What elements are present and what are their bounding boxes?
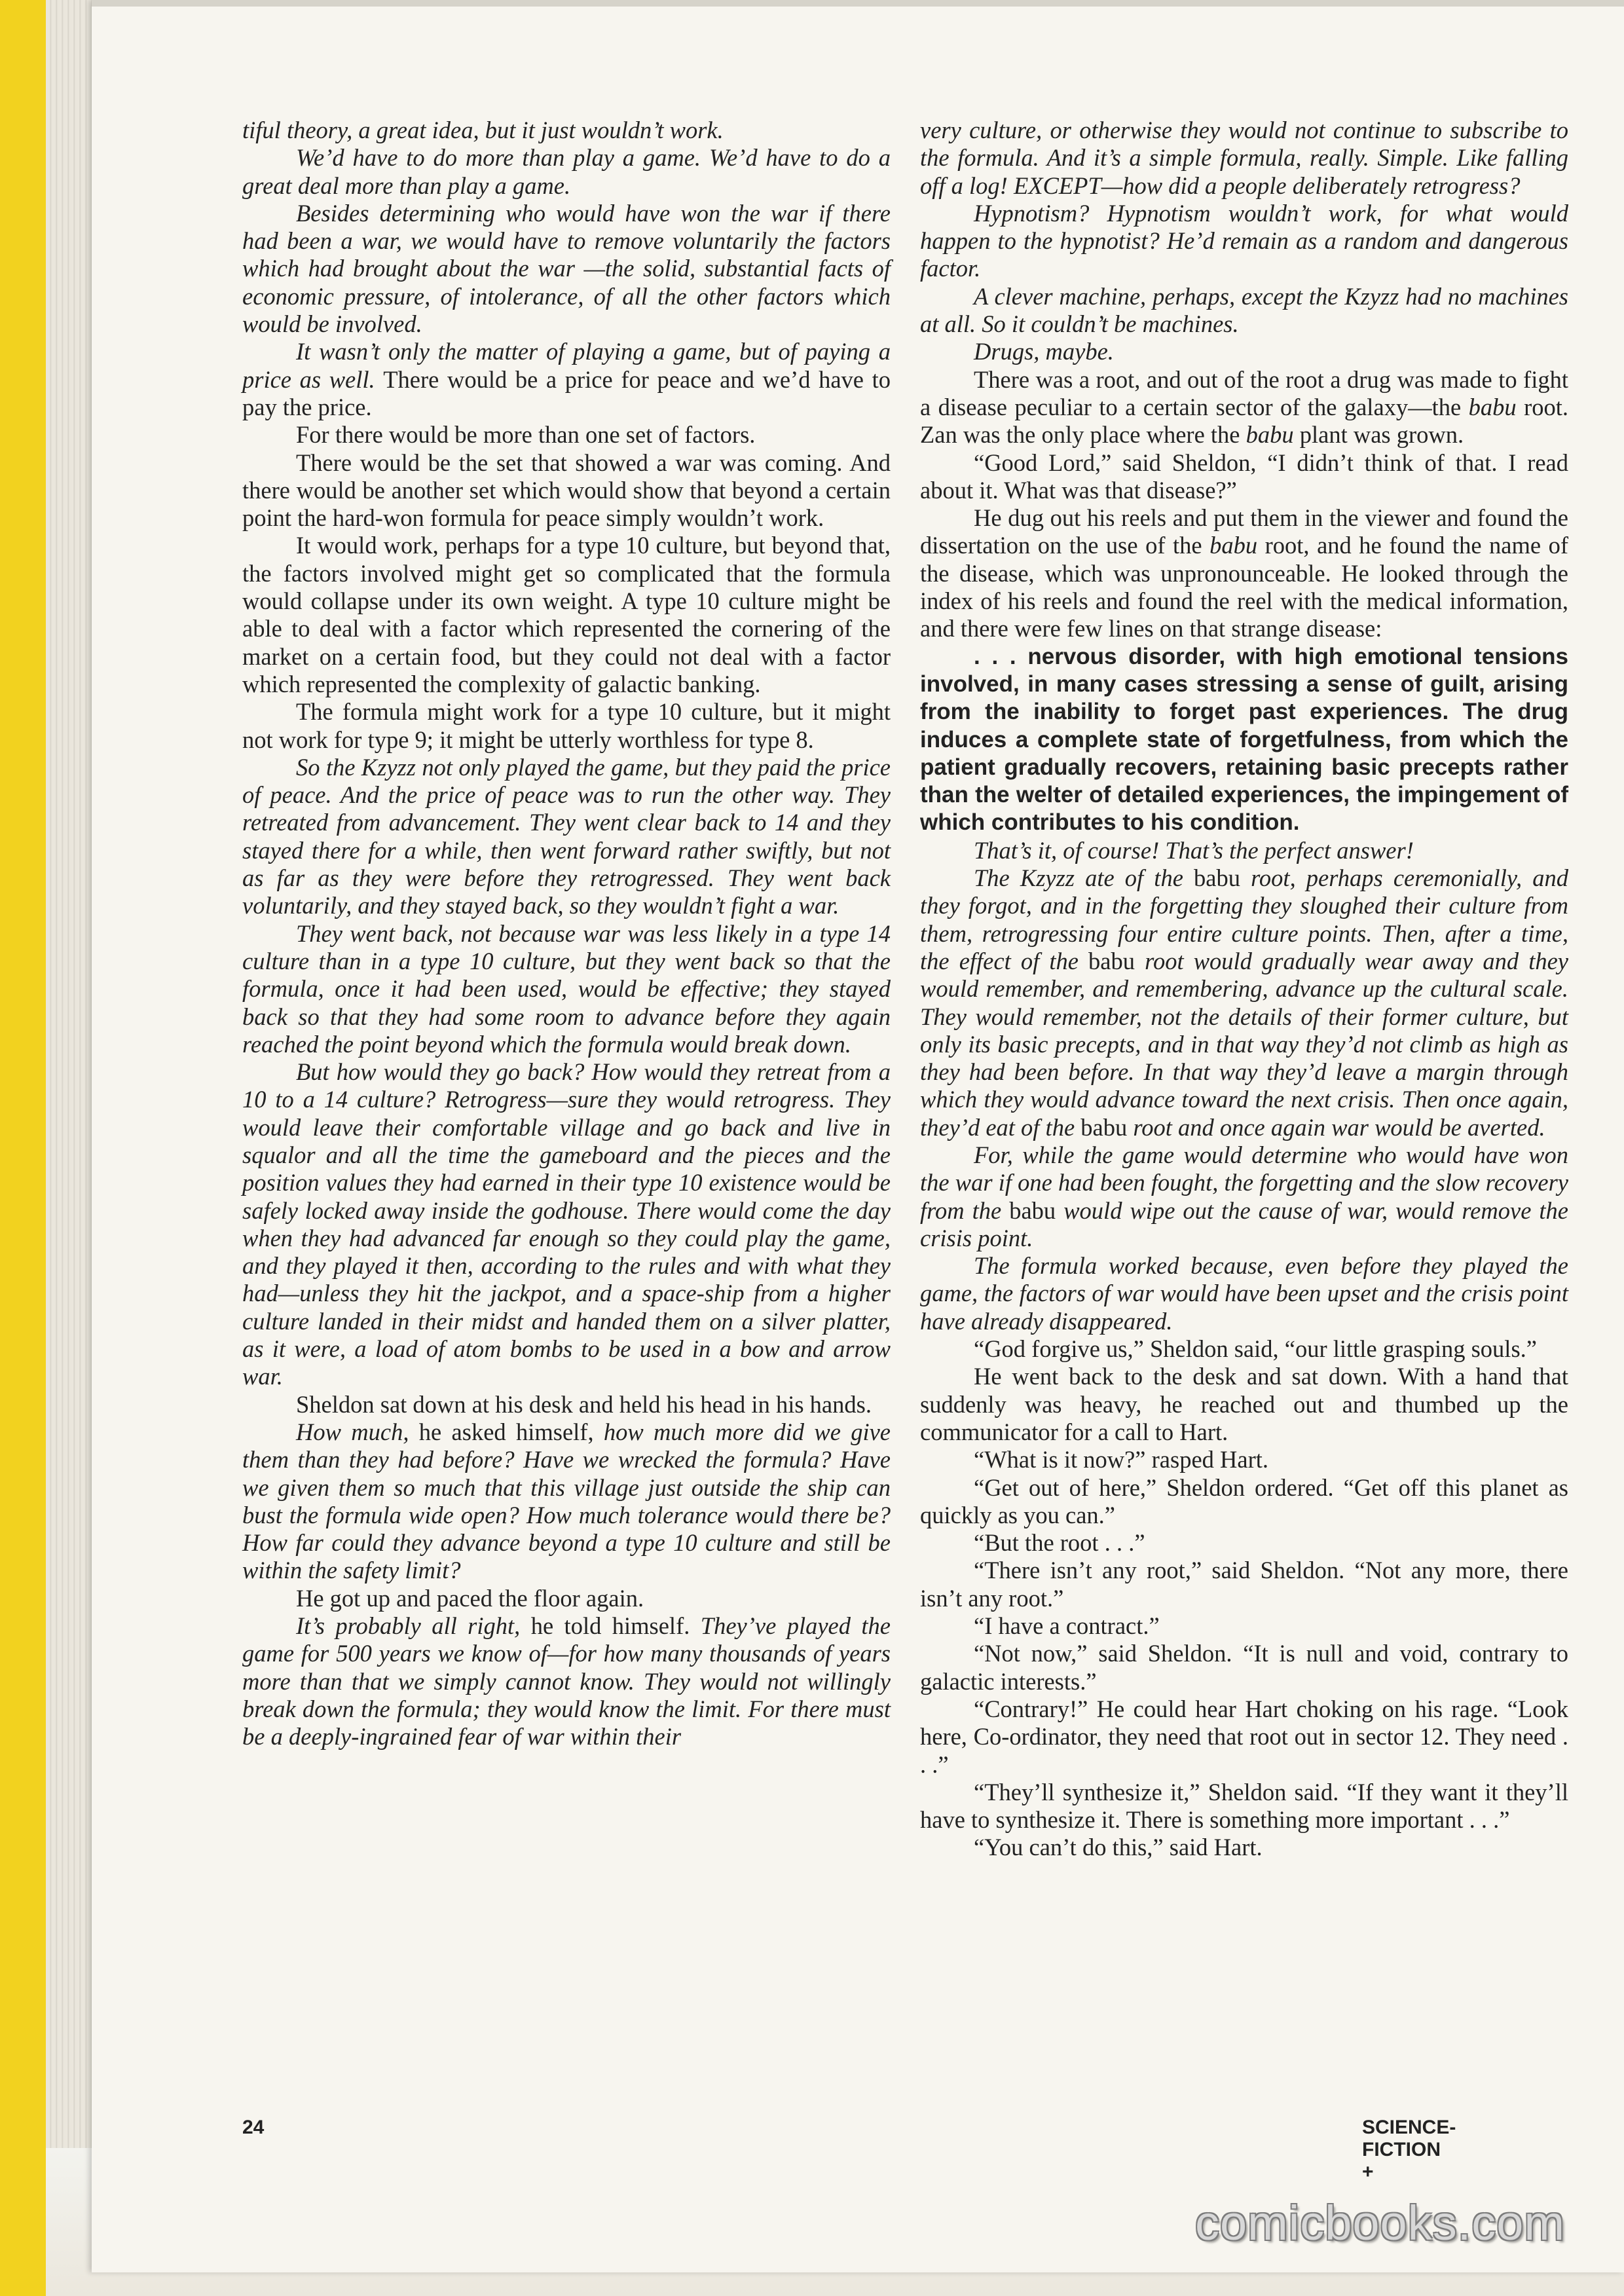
paragraph: “They’ll synthesize it,” Sheldon said. “If they want it they’ll have to synthesize it. There is something more important . . .” <box>920 1778 1568 1834</box>
paragraph: It’s probably all right, he told himself. They’ve played the game for 500 years we know of—for how many thousands of years more than that we simply cannot know. They would not willingly break down the formula; they would know the limit. For there must be a deeply-ingrained fear of war within their <box>242 1612 891 1750</box>
paragraph: A clever machine, perhaps, except the Kzyzz had no machines at all. So it couldn’t be machines. <box>920 282 1568 338</box>
paragraph: He dug out his reels and put them in the viewer and found the dissertation on the use of the babu root, and he found the name of the disease, which was unpronounceable. He looked through the index of his reels and found the reel with the medical information, and there were few lines on that strange disease: <box>920 504 1568 642</box>
paragraph: Drugs, maybe. <box>974 338 1114 365</box>
paragraph: There would be the set that showed a war was coming. And there would be another set which would show that beyond a certain point the hard-won formula for peace simply wouldn’t work. <box>242 449 891 532</box>
paragraph: Hypnotism? Hypnotism wouldn’t work, for what would happen to the hypnotist? He’d remain as a random and dangerous factor. <box>920 199 1568 282</box>
paragraph: It would work, perhaps for a type 10 culture, but beyond that, the factors involved might get so complicated that the formula would collapse under its own weight. A type 10 culture might be able to deal with a factor which represented the cornering of the market on a certain food, but they could not deal with a factor which represented the complexity of galactic banking. <box>242 532 891 697</box>
paragraph: The formula worked because, even before they played the game, the factors of war would have been upset and the crisis point have already disappeared. <box>920 1252 1568 1335</box>
paragraph: We’d have to do more than play a game. We’d have to do a great deal more than play a game. <box>242 144 891 199</box>
paragraph: Sheldon sat down at his desk and held his head in his hands. <box>296 1390 872 1418</box>
paragraph: “I have a contract.” <box>974 1612 1160 1640</box>
page-number: 24 <box>242 2117 265 2138</box>
paragraph: “Good Lord,” said Sheldon, “I didn’t think of that. I read about it. What was that disease?” <box>920 449 1568 504</box>
paragraph: “You can’t do this,” said Hart. <box>974 1834 1263 1861</box>
page-stack-edges <box>46 0 92 2296</box>
paragraph: That’s it, of course! That’s the perfect answer! <box>974 836 1414 864</box>
paragraph: For there would be more than one set of factors. <box>296 421 756 449</box>
paragraph: “There isn’t any root,” said Sheldon. “Not any more, there isn’t any root.” <box>920 1557 1568 1612</box>
left-text-column <box>242 117 891 1751</box>
yellow-background-edge <box>0 0 46 2296</box>
paragraph: very culture, or otherwise they would not continue to subscribe to the formula. And it’s a simple formula, really. Simple. Like falling off a log! EXCEPT—how did a people deliberately retrogress? <box>920 117 1568 199</box>
paragraph: tiful theory, a great idea, but it just wouldn’t work. <box>242 117 724 143</box>
right-text-column <box>920 117 1568 1862</box>
paragraph: He went back to the desk and sat down. With a hand that suddenly was heavy, he reached out and thumbed up the communicator for a call to Hart. <box>920 1363 1568 1445</box>
paragraph: “God forgive us,” Sheldon said, “our little grasping souls.” <box>974 1335 1537 1363</box>
paragraph: They went back, not because war was less likely in a type 14 culture than in a type 10 culture, but they went back so that the formula, once it had been used, would be effective; they stayed back so that they had some room to advance before they again reached the point beyond which the formula would break down. <box>242 919 891 1058</box>
paragraph: . . . nervous disorder, with high emotional tensions involved, in many cases stressing a sense of guilt, arising from the inability to forget past experiences. The drug induces a complete state of forgetfulness, from which the patient gradually recovers, retaining basic precepts rather than the welter of detailed experiences, the impingement of which contributes to his condition. <box>920 643 1568 836</box>
paragraph: “But the root . . .” <box>974 1529 1145 1557</box>
paragraph: But how would they go back? How would they retreat from a 10 to a 14 culture? Retrogress—sure they would retrogress. They would leave their comfortable village and go back and live in squalor and all the time the gameboard and the pieces and the position values they had earned in their type 10 existence would be safely locked away inside the godhouse. There would come the day when they had advanced far enough so they could play the game, and they played it then, according to the rules and with what they had—unless they hit the jackpot, and a space-ship from a higher culture landed in their midst and handed them on a silver platter, as it were, a load of atom bombs to be used in a bow and arrow war. <box>242 1058 891 1390</box>
paragraph: There was a root, and out of the root a drug was made to fight a disease peculiar to a certain sector of the galaxy—the babu root. Zan was the only place where the babu plant was grown. <box>920 365 1568 449</box>
paragraph: “Contrary!” He could hear Hart choking on his rage. “Look here, Co-ordinator, they need that root out in sector 12. They need . . .” <box>920 1695 1568 1778</box>
paragraph: It wasn’t only the matter of playing a game, but of paying a price as well. There would be a price for peace and we’d have to pay the price. <box>242 338 891 420</box>
paragraph: He got up and paced the floor again. <box>296 1584 644 1612</box>
paragraph: “Get out of here,” Sheldon ordered. “Get off this planet as quickly as you can.” <box>920 1473 1568 1528</box>
watermark-logo: comicbooks.com <box>1195 2196 1566 2250</box>
paragraph: The formula might work for a type 10 culture, but it might not work for type 9; it might be utterly worthless for type 8. <box>242 698 891 753</box>
paragraph: For, while the game would determine who would have won the war if one had been fought, the forgetting and the slow recovery from the babu would wipe out the cause of war, would remove the crisis point. <box>920 1141 1568 1251</box>
paragraph: So the Kzyzz not only played the game, but they paid the price of peace. And the price of peace was to run the other way. They retreated from advancement. They went clear back to 14 and they stayed there for a while, then went forward rather swiftly, but not as far as they were before they retrogressed. They went back voluntarily, and they stayed back, so they wouldn’t fight a war. <box>242 753 891 919</box>
paragraph: “What is it now?” rasped Hart. <box>974 1446 1268 1473</box>
paragraph: How much, he asked himself, how much more did we give them than they had before? Have we wrecked the formula? Have we given them so much that this village just outside the ship can bust the formula wide open? How much tolerance would there be? How far could they advance beyond a type 10 culture and still be within the safety limit? <box>242 1418 891 1584</box>
paragraph: “Not now,” said Sheldon. “It is null and void, contrary to galactic interests.” <box>920 1640 1568 1695</box>
paragraph: Besides determining who would have won the war if there had been a war, we would have to remove voluntarily the factors which had brought about the war —the solid, substantial facts of economic pressure, of intolerance, of all the other factors which would be involved. <box>242 199 891 338</box>
paragraph: The Kzyzz ate of the babu root, perhaps ceremonially, and they forgot, and in the forgetting they sloughed their culture from them, retrogressing four entire culture points. Then, after a time, the effect of the babu root would gradually wear away and they would remember, and remembering, advance up the cultural scale. They would remember, not the details of their former culture, but only its basic precepts, and in that way they’d not climb as high as they had been before. In that way they’d leave a margin through which they would advance toward the next crisis. Then once again, they’d eat of the babu root and once again war would be averted. <box>920 864 1568 1141</box>
